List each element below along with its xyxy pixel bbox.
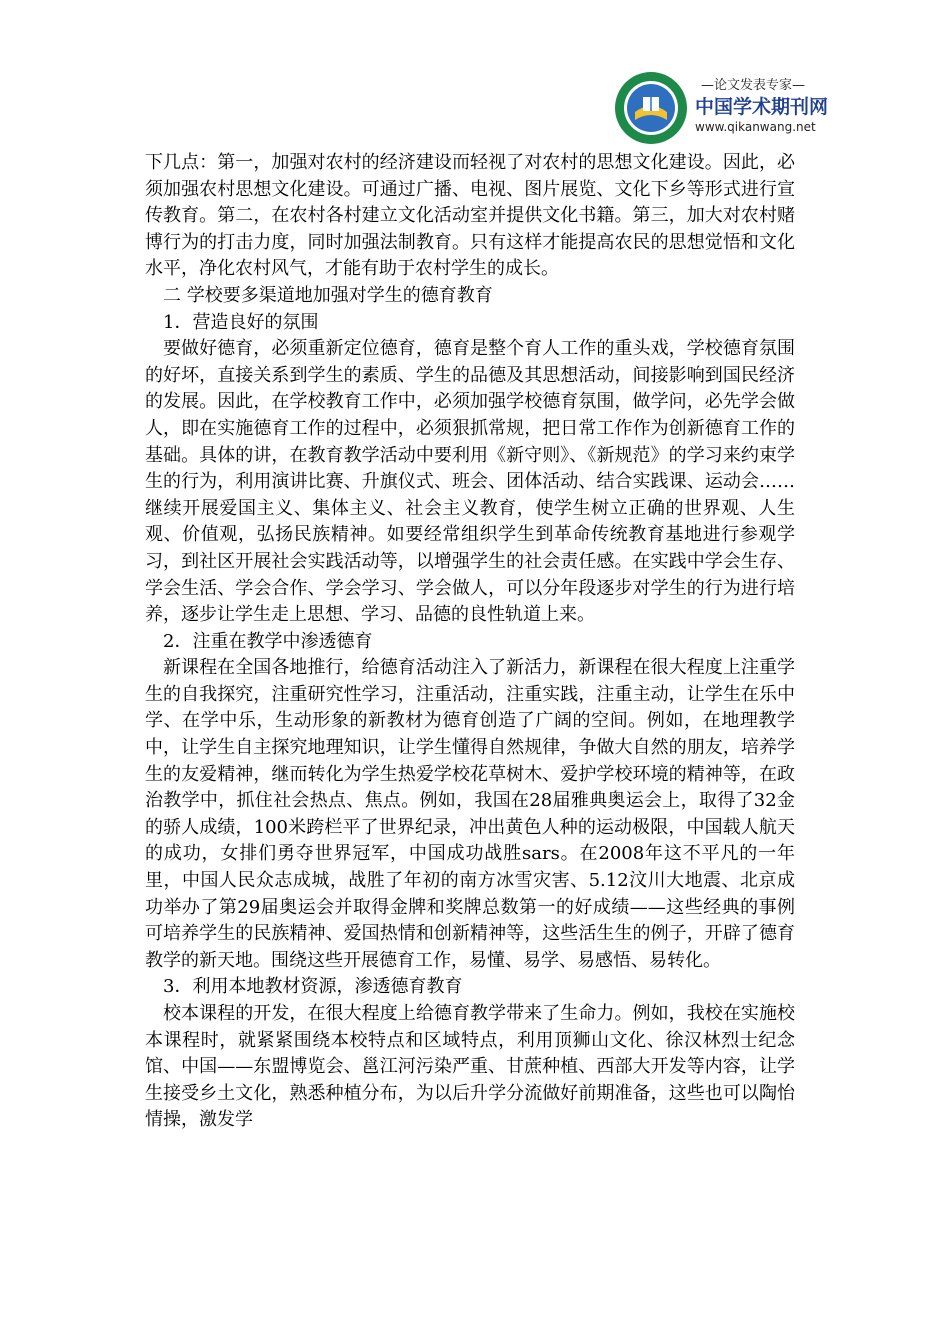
subsection-heading-3: 3．利用本地教材资源，渗透德育教育	[163, 976, 463, 998]
paragraph-teaching: 新课程在全国各地推行，给德育活动注入了新活力，新课程在很大程度上注重学生的自我探究，注重研究性学习，注重活动，注重实践，注重主动，让学生在乐中学、在学中乐，生动形象的新教材为德育创造了广阔的空间。例如，在地理教学中，让学生自主探究地理知识，让学生懂得自然规律，争做大自然的朋友，培养学生的友爱精神，继而转化为学生热爱学校花草树木、爱护学校环境的精神等，在政治教学中，抓住社会热点、焦点。例如，我国在28届雅典奥运会上，取得了32金的骄人成绩，100米跨栏平了世界纪录，冲出黄色人种的运动极限，中国载人航天的成功，女排们勇夺世界冠军，中国成功战胜sars。在2008年这不平凡的一年里，中国人民众志成城，战胜了年初的南方冰雪灾害、5.12汶川大地震、北京成功举办了第29届奥运会并取得金牌和奖牌总数第一的好成绩——这些经典的事例可培养学生的民族精神、爱国热情和创新精神等，这些活生生的例子，开辟了德育教学的新天地。围绕这些开展德育工作，易懂、易学、易感悟、易转化。	[145, 657, 795, 971]
subsection-heading-1: 1．营造良好的氛围	[163, 311, 319, 333]
journal-logo	[613, 70, 829, 150]
paragraph-atmosphere: 要做好德育，必须重新定位德育，德育是整个育人工作的重头戏，学校德育氛围的好坏，直接关系到学生的素质、学生的品德及其思想活动，间接影响到国民经济的发展。因此，在学校教育工作中，必须加强学校德育氛围，做学问，必先学会做人，即在实施德育工作的过程中，必须狠抓常规，把日常工作作为创新德育工作的基础。具体的讲，在教育教学活动中要利用《新守则》、《新规范》的学习来约束学生的行为，利用演讲比赛、升旗仪式、班会、团体活动、结合实践课、运动会……继续开展爱国主义、集体主义、社会主义教育，使学生树立正确的世界观、人生观、价值观，弘扬民族精神。如要经常组织学生到革命传统教育基地进行参观学习，到社区开展社会实践活动等，以增强学生的社会责任感。在实践中学会生存、学会生活、学会合作、学会学习、学会做人，可以分年段逐步对学生的行为进行培养，逐步让学生走上思想、学习、品德的良性轨道上来。	[145, 338, 795, 626]
subsection-heading-2: 2．注重在教学中渗透德育	[163, 630, 373, 652]
document-body	[145, 150, 795, 1134]
paragraph-continued: 下几点：第一，加强对农村的经济建设而轻视了对农村的思想文化建设。因此，必须加强农村思想文化建设。可通过广播、电视、图片展览、文化下乡等形式进行宣传教育。第二，在农村各村建立文化活动室并提供文化书籍。第三，加大对农村赌博行为的打击力度，同时加强法制教育。只有这样才能提高农民的思想觉悟和文化水平，净化农村风气，才能有助于农村学生的成长。	[145, 152, 795, 280]
paragraph-local-resources: 校本课程的开发，在很大程度上给德育教学带来了生命力。例如，我校在实施校本课程时，就紧紧围绕本校特点和区域特点，利用顶狮山文化、徐汉林烈士纪念馆、中国——东盟博览会、邕江河污染严重、甘蔗种植、西部大开发等内容，让学生接受乡土文化，熟悉种植分布，为以后升学分流做好前期准备，这些也可以陶怡情操，激发学	[145, 1003, 795, 1131]
logo-seal-icon	[613, 70, 689, 146]
section-heading: 二 学校要多渠道地加强对学生的德育教育	[163, 284, 493, 306]
logo-tagline: —论文发表专家—	[700, 78, 805, 93]
logo-url: www.qikanwang.net	[695, 120, 816, 134]
logo-name: 中国学术期刊网	[695, 96, 829, 118]
